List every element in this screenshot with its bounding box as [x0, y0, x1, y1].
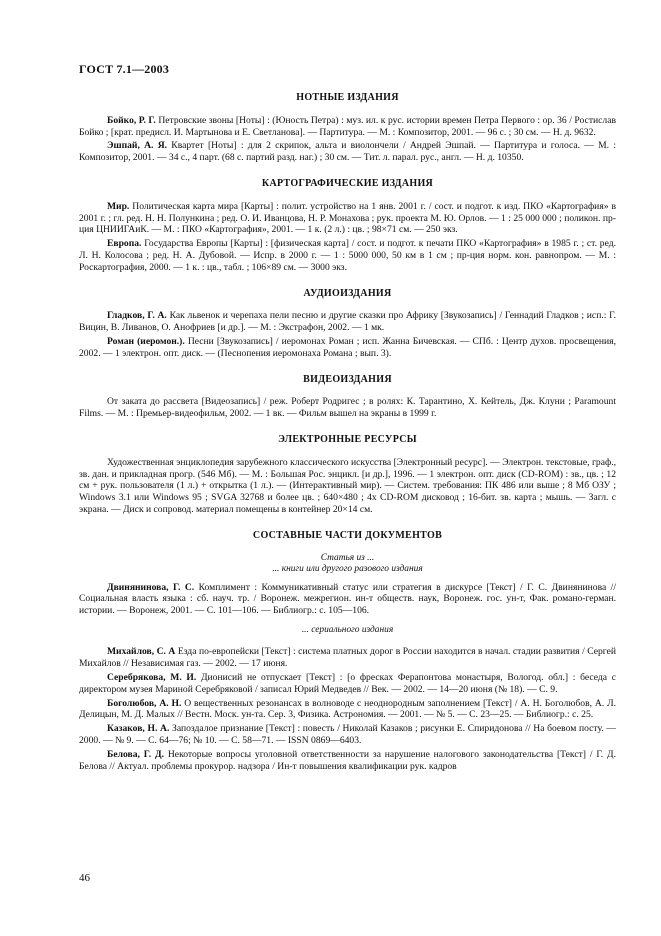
entry-text: Езда по-европейски [Текст] : система платных дорог в России находится в начал. стадии развития / Сергей Михайлов // Независимая газ. — 2002. — 17 июня. [79, 646, 617, 670]
entry [79, 238, 616, 273]
section-title-cartographic: КАРТОГРАФИЧЕСКИЕ ИЗДАНИЯ [261, 177, 434, 189]
entry [79, 140, 616, 164]
entry-author: Бойко, Р. Г. [107, 114, 156, 126]
entry-author: Михайлов, С. А [107, 646, 176, 658]
entry [79, 723, 616, 747]
entry [79, 749, 616, 773]
subheading-serial: ... сериального издания [301, 624, 394, 635]
entry-author: Эшпай, А. Я. [107, 140, 168, 152]
entry-author: Боголюбов, А. Н. [107, 697, 182, 709]
entry [79, 201, 616, 236]
section-cartographic [79, 178, 616, 274]
entry-text: Политическая карта мира [Карты] : полит. устройство на 1 янв. 2001 г. / сост. и подгот. к изд. ПКО «Картография» в 2001 г. ; гл. ред. Н. Н. Полункина ; ред. О. И. Иванцова, Н. Р. Монахова ; рук. проекта М. Ю. Орлов. — 1 : 25 000 000 ; поликон. пр-ция ЦНИИГАиК. — М. : ПКО «Картография», 2001. — 1 к. (2 л.) : цв. ; 98×71 см. — 250 экз. [79, 200, 616, 236]
entry [79, 646, 616, 670]
entry-text: Песни [Звукозапись] / иеромонах Роман ; исп. Жанна Бичевская. — СПб. : Центр духов. просвещения, 2002. — 1 электрон. опт. диск. — (Песнопения иеромонаха Романа ; вып. 3). [79, 335, 616, 359]
section-components [79, 530, 616, 773]
entry-text: О вещественных резонансах в волноводе с неоднородным заполнением [Текст] / А. Н. Боголюбов, А. Л. Делицын, М. Д. Малых // Вестн. Моск. ун-та. Сер. 3, Физика. Астрономия. — 2001. — № 5. — С. 23—25. — Библиогр.: с. 25. [79, 697, 617, 721]
section-title-notes: НОТНЫЕ ИЗДАНИЯ [296, 92, 399, 103]
section-audio [79, 288, 616, 360]
entry-author: Европа. [107, 238, 142, 250]
subheading-article-from [79, 553, 616, 576]
entry-text: Петровские звоны [Ноты] : (Юность Петра) : муз. ил. к рус. истории времен Петра Первого : ор. 36 / Ростислав Бойко ; [крат. предисл. И. Мартынова и Е. Светланова]. — Партитура. — М. : Композитор, 2001. — 96 с. ; 30 см. — Н. д. 9632. [79, 114, 616, 138]
entry-author: Белова, Г. Д. [107, 748, 165, 760]
entry-author: Гладков, Г. А. [107, 310, 167, 322]
section-title-electronic: ЭЛЕКТРОННЫЕ РЕСУРСЫ [278, 433, 417, 445]
entry [79, 310, 616, 334]
entry-text: Государства Европы [Карты] : [физическая карта] / сост. и подгот. к печати ПКО «Картография» в 1985 г. ; ст. ред. Л. Н. Колосова ; ред. Н. А. Дубовой. — Испр. в 2000 г. — 1 : 5000 000, 50 км в 1 см ; пр-ция норм. кон. равнопром. — М. : Роскартография, 2000. — 1 к. : цв., табл. ; 106×89 см. — 3000 экз. [79, 238, 616, 273]
subheading-line: Статья из ... [320, 552, 375, 563]
entry-text: Комплимент : Коммуникативный статус или стратегия в дискурсе [Текст] / Г. С. Двинянинова // Социальная власть языка : сб. науч. тр. / Воронеж. межрегион. ин-т обществ. наук, Воронеж. гос. ун-т, Фак. романо-герман. истории. — Воронеж, 2001. — С. 101—106. — Библиогр.: с. 105—106. [79, 581, 616, 617]
entry-text: Художественная энциклопедия зарубежного классического искусства [Электронный ресурс]. — Электрон. текстовые, граф., зв. дан. и прикладная прогр. (546 Мб). — М. : Большая Рос. энцикл. [и др.], 1996. — 1 электрон. опт. диск (CD-ROM) : зв., цв. ; 12 см + рук. пользователя (1 л.) + открытка (1 л.). — (Интерактивный мир). — Систем. требования: ПК 486 или выше ; 8 Мб ОЗУ ; Windows 3.1 или Windows 95 ; SVGA 32768 и более цв. ; 640×480 ; 4х CD-ROM дисковод ; 16-бит. зв. карта ; мышь. — Загл. с экрана. — Диск и сопровод. материал помещены в контейнер 20×14 см. [79, 456, 616, 515]
entry [79, 396, 616, 420]
section-title-audio: АУДИОИЗДАНИЯ [303, 287, 392, 299]
entry-text: Запоздалое признание [Текст] : повесть / Николай Казаков ; рисунки Е. Спиридонова // На боевом посту. — 2000. — № 9. — С. 64—76; № 10. — С. 58—71. — ISSN 0869—6403. [79, 723, 616, 746]
page-content [79, 92, 616, 786]
standard-header: ГОСТ 7.1—2003 [79, 62, 170, 76]
entry-author: Роман (иеромон.). [107, 335, 185, 347]
entry-author: Казаков, Н. А. [107, 723, 170, 735]
section-electronic [79, 434, 616, 516]
entry-text: Квартет [Ноты] : для 2 скрипок, альта и виолончели / Андрей Эшпай. — Партитура и голоса. — М. : Композитор, 2001. — 34 с., 4 парт. (68 с. партий разд. наг.) ; 30 см. — Тит. л. парал. рус., англ. — Н. д. 10350. [79, 140, 616, 164]
entry-text: Дионисий не отпускает [Текст] : [о фресках Ферапонтова монастыря, Вологод. обл.] : беседа с директором музея Мариной Серебряковой / записал Юрий Медведев // Век. — 2002. — 14—20 июня (№ 18). — С. 9. [79, 672, 616, 695]
entry-text: Некоторые вопросы уголовной ответственности за нарушение налогового законодательства [Текст] / Г. Д. Белова // Актуал. проблемы прокурор. надзора / Ин-т повышения квалификации рук. кадров [79, 748, 616, 772]
entry-text: Как львенок и черепаха пели песню и другие сказки про Африку [Звукозапись] / Геннадий Гладков ; исп.: Г. Вицин, В. Ливанов, О. Анофриев [и др.]. — М. : Экстрафон, 2002. — 1 мк. [79, 310, 616, 334]
section-notes [79, 92, 616, 164]
section-title-components: СОСТАВНЫЕ ЧАСТИ ДОКУМЕНТОВ [252, 529, 443, 541]
entry-text: От заката до рассвета [Видеозапись] / реж. Роберт Родригес ; в ролях: К. Тарантино, Х. Кейтель, Дж. Клуни ; Paramount Films. — М. : Премьер-видеофильм, 2002. — 1 вк. — Фильм вышел на экраны в 1999 г. [79, 396, 616, 420]
entry [79, 582, 616, 617]
entry [79, 457, 616, 516]
subheading-line: ... книги или другого разового издания [272, 564, 423, 575]
section-video [79, 374, 616, 420]
entry [79, 672, 616, 696]
entry-author: Серебрякова, М. И. [107, 672, 197, 683]
section-title-video: ВИДЕОИЗДАНИЯ [303, 373, 392, 385]
entry [79, 115, 616, 139]
entry [79, 698, 616, 722]
entry-author: Мир. [107, 200, 130, 212]
page-number: 46 [79, 872, 90, 884]
entry-author: Двинянинова, Г. С. [107, 581, 195, 593]
entry [79, 336, 616, 360]
